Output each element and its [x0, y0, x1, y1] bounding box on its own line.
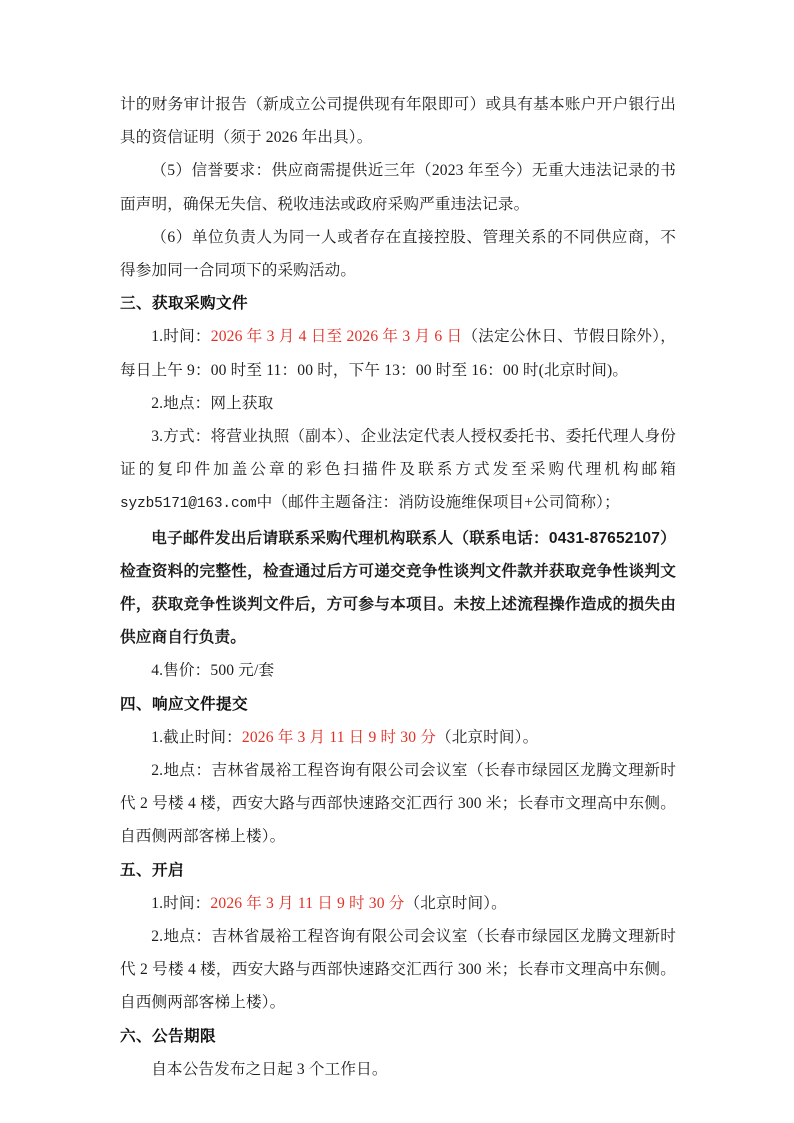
agency-email: syzb5171@163.com: [120, 496, 257, 513]
acquire-time-label: 1.时间：: [151, 328, 211, 346]
submission-place-line: 2.地点：吉林省晟裕工程咨询有限公司会议室（长春市绿园区龙腾文理新时代 2 号楼 4 楼，西安大路与西部快速路交汇西行 300 米；长春市文理高中东侧。自西侧两部客梯上楼）。: [120, 762, 676, 846]
submission-deadline-rest: （北京时间）。: [435, 728, 539, 746]
opening-time-rest: （北京时间）。: [404, 894, 507, 912]
submission-deadline-line: [120, 721, 676, 754]
submission-deadline-value: 2026 年 3 月 11 日 9 时 30 分: [241, 728, 436, 746]
opening-time-line: [120, 887, 676, 920]
section-heading-six: 六、公告期限: [120, 1027, 216, 1045]
opening-time-label: 1.时间：: [151, 894, 211, 912]
acquire-method-suffix: 中（邮件主题备注：消防设施维保项目+公司简称）；: [256, 494, 620, 512]
acquire-place-line: 2.地点：网上获取: [151, 394, 274, 412]
continued-paragraph: 计的财务审计报告（新成立公司提供现有年限即可）或具有基本账户开户银行出具的资信证明（须于 2026 年出具）。: [120, 96, 676, 147]
acquire-time-detail: （法定公休日、节假日除外），每日上午 9：00 时至 11：00 时，下午 13：00 时至 16：00 时(北京时间)。: [120, 328, 676, 379]
opening-place-line: 2.地点：吉林省晟裕工程咨询有限公司会议室（长春市绿园区龙腾文理新时代 2 号楼 4 楼，西安大路与西部快速路交汇西行 300 米；长春市文理高中东侧。自西侧两部客梯上楼）。: [120, 928, 676, 1012]
acquire-time-range: 2026 年 3 月 4 日至 2026 年 3 月 6 日: [210, 328, 463, 346]
requirement-item-6: （6）单位负责人为同一人或者存在直接控股、管理关系的不同供应商，不得参加同一合同项下的采购活动。: [120, 228, 676, 280]
acquire-time-line: [120, 320, 676, 386]
email-follow-up-notice: 电子邮件发出后请联系采购代理机构联系人（联系电话：0431-87652107）检查资料的完整性，检查通过后方可递交竞争性谈判文件款并获取竞争性谈判文件，获取竞争性谈判文件后，方可参与本项目。未按上述流程操作造成的损失由供应商自行负责。: [120, 529, 676, 647]
document-body: [120, 88, 676, 1086]
section-heading-five: 五、开启: [120, 861, 184, 879]
acquire-method-prefix: 3.方式：将营业执照（副本）、企业法定代表人授权委托书、委托代理人身份证的复印件加盖公章的彩色扫描件及联系方式发至采购代理机构邮箱: [120, 428, 676, 479]
opening-time-value: 2026 年 3 月 11 日 9 时 30 分: [210, 894, 405, 912]
submission-deadline-label: 1.截止时间：: [151, 728, 242, 746]
section-heading-four: 四、响应文件提交: [120, 695, 248, 713]
section-heading-three: 三、获取采购文件: [120, 295, 248, 313]
announcement-period-body: 自本公告发布之日起 3 个工作日。: [151, 1060, 388, 1078]
requirement-item-5: （5）信誉要求：供应商需提供近三年（2023 年至今）无重大违法记录的书面声明，确保无失信、税收违法或政府采购严重违法记录。: [120, 162, 676, 213]
document-price-line: 4.售价：500 元/套: [151, 662, 275, 680]
acquire-method-line: [120, 420, 676, 522]
